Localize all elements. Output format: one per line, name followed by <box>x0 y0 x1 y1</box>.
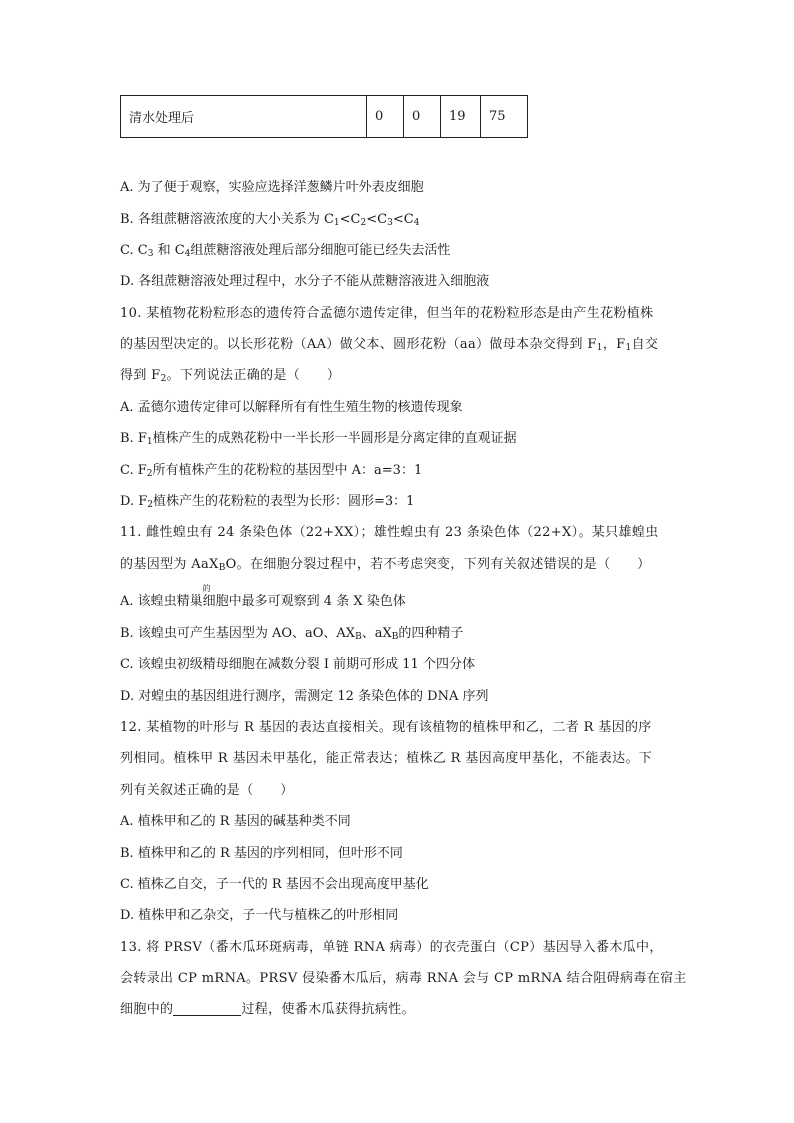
q10-stem-line2: 的基因型决定的。以长形花粉（AA）做父本、圆形花粉（aa）做母本杂交得到 $F_1$，$F_1$自交 <box>120 337 659 353</box>
q12-option-c: C. 植株乙自交，子一代的 R 基因不会出现高度甲基化 <box>120 877 429 892</box>
q13-stem-line1: 13. 将 PRSV（番木瓜环斑病毒，单链 RNA 病毒）的衣壳蛋白（CP）基因导入番木瓜中， <box>120 940 663 955</box>
q9-option-a: A. 为了便于观察，实验应选择洋葱鳞片叶外表皮细胞 <box>120 180 424 195</box>
q9-option-b: B. 各组蔗糖溶液浓度的大小关系为 $C_1<C_2<C_3<C_4$ <box>120 212 420 228</box>
q13-stem-line2: 会转录出 CP mRNA。PRSV 侵染番木瓜后，病毒 RNA 会与 CP mRNA 结合阻碍病毒在宿主 <box>120 971 687 986</box>
q9-option-c: C. $C_3$ 和 $C_4$组蔗糖溶液处理后部分细胞可能已经失去活性 <box>120 243 451 259</box>
q11-stem-line2: 的基因型为 AaX$_B$O。在细胞分裂过程中，若不考虑突变，下列有关叙述错误的是（ ） <box>120 557 651 573</box>
q12-option-b: B. 植株甲和乙的 R 基因的序列相同，但叶形不同 <box>120 846 403 861</box>
q9-option-d: D. 各组蔗糖溶液处理过程中，水分子不能从蔗糖溶液进入细胞液 <box>120 274 490 289</box>
q10-option-b: B. $F_1$植株产生的成熟花粉中一半长形一半圆形是分离定律的直观证据 <box>120 431 517 447</box>
table-cell: 0 <box>367 96 404 138</box>
q12-stem-line2: 列相同。植株甲 R 基因未甲基化，能正常表达；植株乙 R 基因高度甲基化，不能表达。下 <box>120 751 653 766</box>
q11-stem-line1: 11. 雌性蝗虫有 24 条染色体（22+XX）；雄性蝗虫有 23 条染色体（22+X）。某只雄蝗虫 <box>120 525 659 540</box>
table-cell: 75 <box>481 96 528 138</box>
q10-stem-line1: 10. 某植物花粉粒形态的遗传符合孟德尔遗传定律，但当年的花粉粒形态是由产生花粉植株 <box>120 306 654 321</box>
table-row <box>121 96 528 138</box>
q11-option-d: D. 对蝗虫的基因组进行测序，需测定 12 条染色体的 DNA 序列 <box>120 689 489 704</box>
data-table-fragment <box>120 95 528 138</box>
q11-option-a: A. 该蝗虫精巢 的 细胞中最多可观察到 4 条 X 染色体 <box>120 584 406 609</box>
q12-option-d: D. 植株甲和乙杂交，子一代与植株乙的叶形相同 <box>120 908 399 923</box>
table-cell-label: 清水处理后 <box>121 96 367 138</box>
q10-option-c: C. $F_2$所有植株产生的花粉粒的基因型中 A：a=3：1 <box>120 463 423 479</box>
answer-blank[interactable] <box>173 1001 241 1016</box>
q12-stem-line1: 12. 某植物的叶形与 R 基因的表达直接相关。现有该植物的植株甲和乙，二者 R 基因的序 <box>120 720 652 735</box>
q12-option-a: A. 植株甲和乙的 R 基因的碱基种类不同 <box>120 814 351 829</box>
q13-stem-line3: 细胞中的 过程，使番木瓜获得抗病性。 <box>120 1002 415 1017</box>
q11-option-b: B. 该蝗虫可产生基因型为 AO、aO、$AX_B$、$aX_B$的四种精子 <box>120 626 464 642</box>
q10-option-d: D. $F_2$植株产生的花粉粒的表型为长形：圆形=3：1 <box>120 494 415 510</box>
q12-stem-line3: 列有关叙述正确的是（ ） <box>120 783 294 798</box>
q10-option-a: A. 孟德尔遗传定律可以解释所有有性生殖生物的核遗传现象 <box>120 400 463 415</box>
table-cell: 0 <box>404 96 441 138</box>
table-cell: 19 <box>441 96 481 138</box>
q10-stem-line3: 得到 $F_2$。下列说法正确的是（ ） <box>120 368 341 384</box>
q11-option-c: C. 该蝗虫初级精母细胞在减数分裂 I 前期可形成 11 个四分体 <box>120 657 475 672</box>
